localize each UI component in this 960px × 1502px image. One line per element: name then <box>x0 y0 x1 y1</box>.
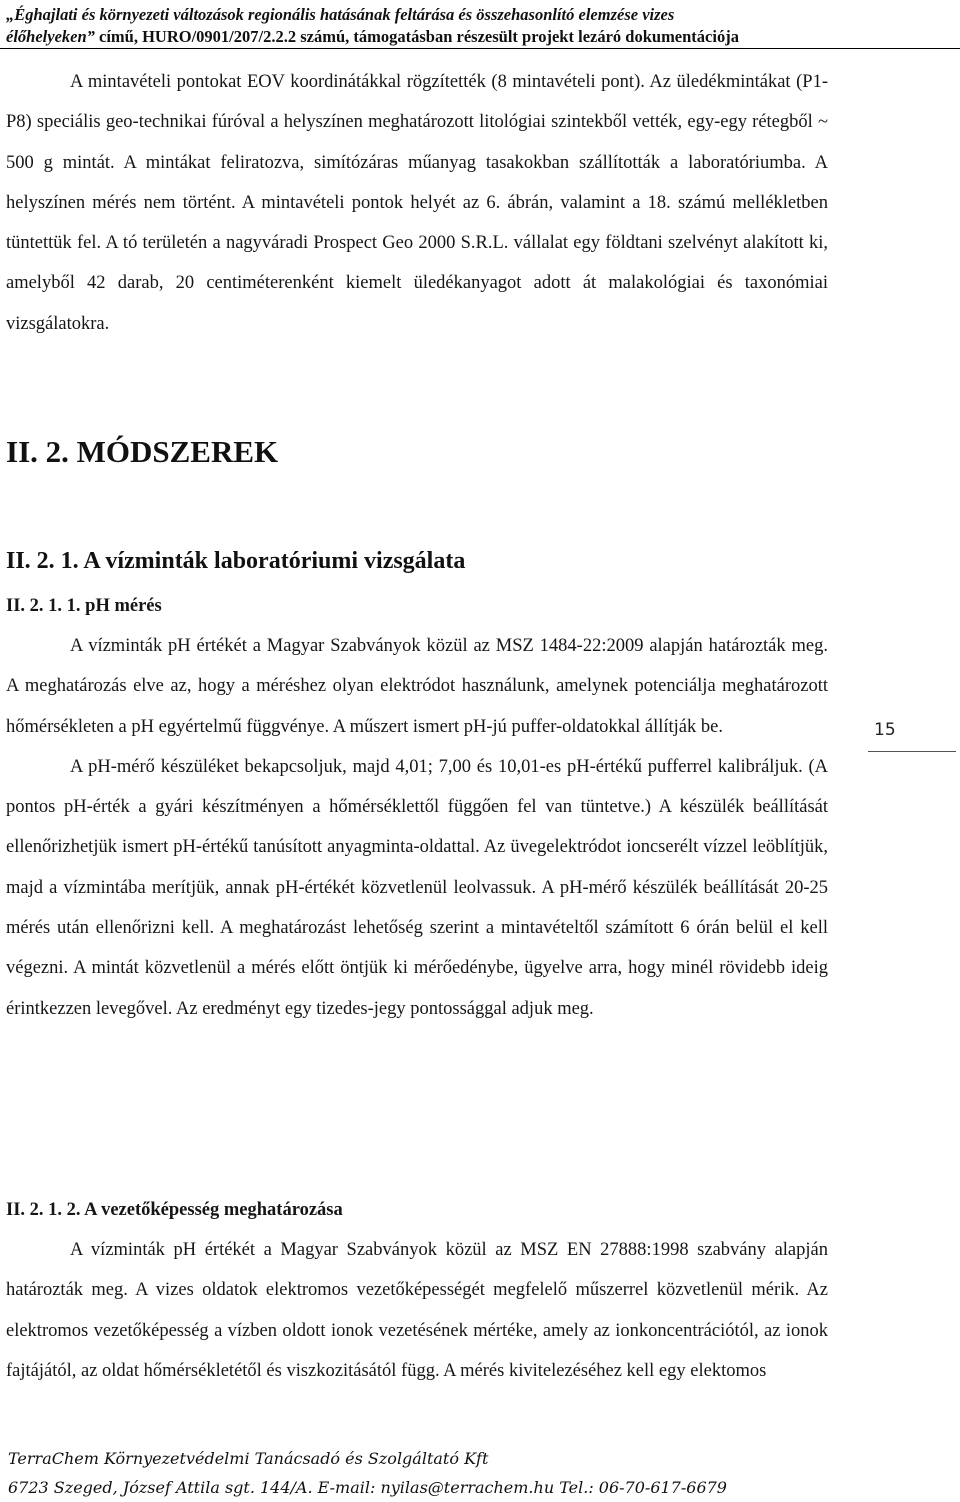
header-title-cont: élőhelyeken” <box>6 27 95 46</box>
section-heading-water-lab: II. 2. 1. A vízminták laboratóriumi vizsgálata <box>6 548 466 574</box>
page-number-rule <box>868 751 956 752</box>
conductivity-heading: II. 2. 1. 2. A vezetőképesség meghatározása <box>6 1200 343 1220</box>
page-header <box>6 4 956 48</box>
section-heading-methods: II. 2. MÓDSZEREK <box>6 434 279 469</box>
header-subtitle: című, HURO/0901/207/2.2.2 számú, támogatásban részesült projekt lezáró dokumentációja <box>94 27 739 46</box>
header-divider <box>0 48 960 49</box>
page-number: 15 <box>874 720 896 740</box>
footer-address: 6723 Szeged, József Attila sgt. 144/A. E-mail: nyilas@terrachem.hu Tel.: 06-70-617-6679 <box>8 1478 727 1497</box>
intro-paragraph: A mintavételi pontokat EOV koordinátákkal rögzítették (8 mintavételi pont). Az üledékmintákat (P1-P8) speciális geo-technikai fúróval a helyszínen meghatározott litológiai szintekből vették, egy-egy rétegből ~ 500 g mintát. A mintákat feliratozva, simítózáras műanyag tasakokban szállították a laboratóriumba. A helyszínen mérés nem történt. A mintavételi pontok helyét az 6. ábrán, valamint a 18. számú mellékletben tüntettük fel. A tó területén a nagyváradi Prospect Geo 2000 S.R.L. vállalat egy földtani szelvényt alakított ki, amelyből 42 darab, 20 centiméterenként kiemelt üledékanyagot adott át malakológiai és taxonómiai vizsgálatokra. <box>6 72 828 334</box>
page-footer <box>8 1444 948 1502</box>
header-title: „Éghajlati és környezeti változások regionális hatásának feltárása és összehasonlító elemzése vizes <box>6 5 675 24</box>
footer-company: TerraChem Környezetvédelmi Tanácsadó és Szolgáltató Kft <box>8 1449 489 1468</box>
ph-paragraph-1: A vízminták pH értékét a Magyar Szabványok közül az MSZ 1484-22:2009 alapján határozták meg. A meghatározás elve az, hogy a méréshez olyan elektródot használunk, amelynek potenciálja meghatározott hőmérsékleten a pH egyértelmű függvénye. A műszert ismert pH-jú puffer-oldatokkal állítják be. <box>6 636 828 737</box>
ph-section <box>6 586 828 1029</box>
ph-paragraph-2: A pH-mérő készüléket bekapcsoljuk, majd 4,01; 7,00 és 10,01-es pH-értékű pufferrel kalibráljuk. (A pontos pH-érték a gyári készítményen a hőmérséklettől függően fel van tüntetve.) A készülék beállítását ellenőrizhetjük ismert pH-értékű tanúsított anyagminta-oldattal. Az üvegelektródot ioncserélt vízzel leöblítjük, majd a vízmintába merítjük, annak pH-értékét közvetlenül leolvassuk. A pH-mérő készülék beállítását 20-25 mérés után ellenőrizni kell. A meghatározást lehetőség szerint a mintavételtől számított 6 órán belül el kell végezni. A mintát közvetlenül a mérés előtt öntjük ki mérőedénybe, ügyelve arra, hogy minél rövidebb ideig érintkezzen levegővel. Az eredményt egy tizedes-jegy pontossággal adjuk meg. <box>6 756 828 1019</box>
ph-heading: II. 2. 1. 1. pH mérés <box>6 596 162 616</box>
intro-block <box>6 62 828 344</box>
conductivity-paragraph-1: A vízminták pH értékét a Magyar Szabványok közül az MSZ EN 27888:1998 szabvány alapján határozták meg. A vizes oldatok elektromos vezetőképességét megfelelő műszerrel közvetlenül mérik. Az elektromos vezetőképesség a vízben oldott ionok vezetésének mértéke, amely az ionkoncentrációtól, az ionok fajtájától, az oldat hőmérsékletétől és viszkozitásától függ. A mérés kivitelezéséhez kell egy elektomos <box>6 1240 828 1381</box>
conductivity-section <box>6 1190 828 1391</box>
